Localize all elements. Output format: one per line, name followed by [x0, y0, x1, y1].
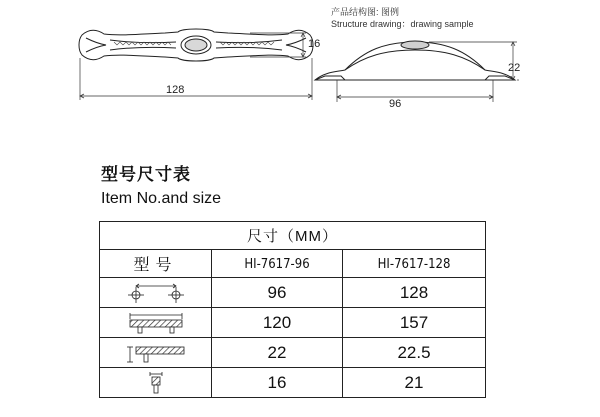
- unit-header-text: 尺寸（MM）: [247, 228, 339, 245]
- model-name: HI-7617-96: [244, 256, 310, 272]
- value-cell: [212, 368, 343, 398]
- unit-header: [100, 222, 486, 250]
- table-title-english: Item No.and size: [101, 190, 222, 207]
- unit-header-row: [100, 222, 486, 250]
- value-cell: [343, 338, 486, 368]
- side-height-label: 22: [508, 62, 521, 74]
- table-row: [100, 338, 486, 368]
- table-title-chinese: 型号尺寸表: [101, 165, 191, 184]
- value-cell: [212, 308, 343, 338]
- length-icon: [124, 311, 188, 335]
- model-header-row: [100, 250, 486, 278]
- hole-spacing-label: 96: [389, 98, 402, 110]
- model-name: HI-7617-128: [377, 256, 451, 272]
- width-icon: [124, 371, 188, 395]
- value-text: 22: [267, 342, 287, 362]
- length-dimension-label: 128: [166, 84, 185, 96]
- value-text: 22.5: [397, 342, 431, 362]
- model-cell: [343, 250, 486, 278]
- value-text: 120: [262, 312, 292, 332]
- model-label: 型号: [133, 257, 178, 274]
- row-icon-cell: [100, 308, 212, 338]
- side-view-drawing: [295, 30, 535, 115]
- table-row: [100, 308, 486, 338]
- value-text: 21: [404, 372, 424, 392]
- value-text: 128: [399, 282, 429, 302]
- row-icon-cell: [100, 278, 212, 308]
- value-text: 96: [267, 282, 287, 302]
- front-height-label: 16: [308, 38, 321, 50]
- table-row: [100, 368, 486, 398]
- value-cell: [343, 368, 486, 398]
- row-icon-cell: [100, 368, 212, 398]
- row-icon-cell: [100, 338, 212, 368]
- hole-spacing-icon: [124, 281, 188, 305]
- size-table: [99, 221, 486, 398]
- value-cell: [343, 278, 486, 308]
- table-row: [100, 278, 486, 308]
- value-cell: [343, 308, 486, 338]
- front-view-drawing: [70, 20, 330, 125]
- value-cell: [212, 278, 343, 308]
- value-text: 16: [267, 372, 287, 392]
- model-label-cell: [100, 250, 212, 278]
- caption-chinese: 产品结构图: 图例: [331, 7, 400, 17]
- value-text: 157: [399, 312, 429, 332]
- value-cell: [212, 338, 343, 368]
- height-icon: [124, 341, 188, 365]
- model-cell: [212, 250, 343, 278]
- caption-english: Structure drawing：drawing sample: [331, 19, 474, 29]
